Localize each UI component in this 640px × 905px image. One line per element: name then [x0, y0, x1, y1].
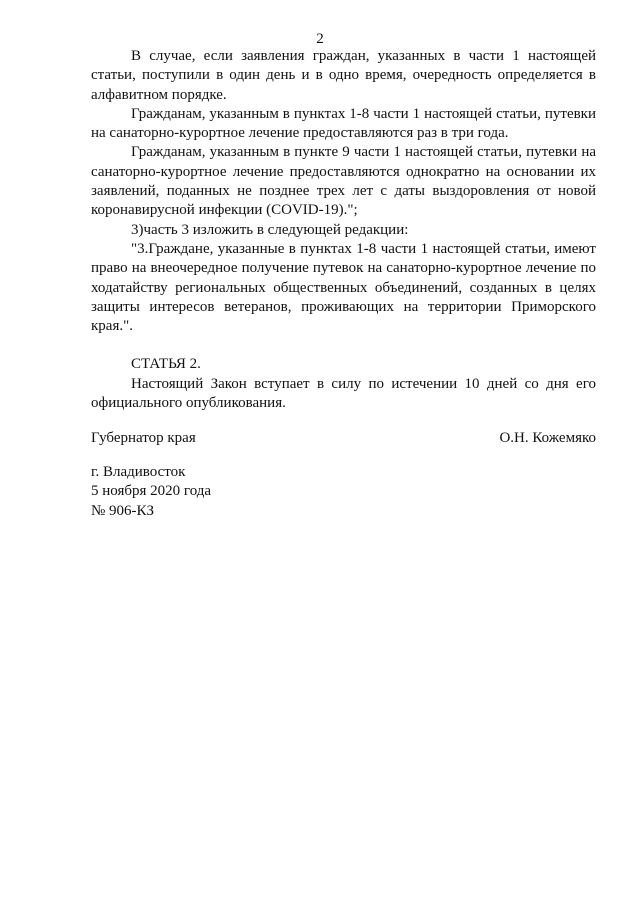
paragraph-amendment-part-3: 3)часть 3 изложить в следующей редакции:	[131, 221, 409, 238]
document-body	[91, 47, 596, 413]
paragraph-covid-one-time: Гражданам, указанным в пункте 9 части 1 настоящей статьи, путевки на санаторно-курортное лечение предоставляются однократно на основании их заявлений, поданных не позднее трех лет с даты выздоровления от новой коронавирусной инфекции (COVID-19).";	[91, 144, 596, 219]
issue-details	[91, 463, 391, 521]
issue-city: г. Владивосток	[91, 464, 186, 480]
signature-block	[91, 429, 596, 449]
paragraph-order-alphabetical: В случае, если заявления граждан, указанных в части 1 настоящей статьи, поступили в один день и в одно время, очередность определяется в алфавитном порядке.	[91, 48, 596, 103]
page-number: 2	[316, 31, 324, 47]
issue-date: 5 ноября 2020 года	[91, 483, 212, 500]
paragraph-priority-right: "3.Граждане, указанные в пунктах 1-8 части 1 настоящей статьи, имеют право на внеочередное получение путевок на санаторно-курортное лечение по ходатайству региональных общественных объединений, созданных в целях защиты интересов ветеранов, проживающих на территории Приморского края.".	[91, 240, 596, 335]
signatory-title: Губернатор края	[91, 430, 196, 446]
article-text: Настоящий Закон вступает в силу по истечении 10 дней со дня его официального опубликования.	[91, 375, 596, 412]
signatory-name: О.Н. Кожемяко	[499, 430, 596, 446]
paragraph-frequency-three-years: Гражданам, указанным в пунктах 1-8 части 1 настоящей статьи, путевки на санаторно-курортное лечение предоставляются раз в три года.	[91, 105, 596, 142]
law-number: № 906-КЗ	[91, 502, 155, 519]
article-heading: СТАТЬЯ 2.	[131, 356, 201, 373]
article-2	[91, 355, 596, 413]
